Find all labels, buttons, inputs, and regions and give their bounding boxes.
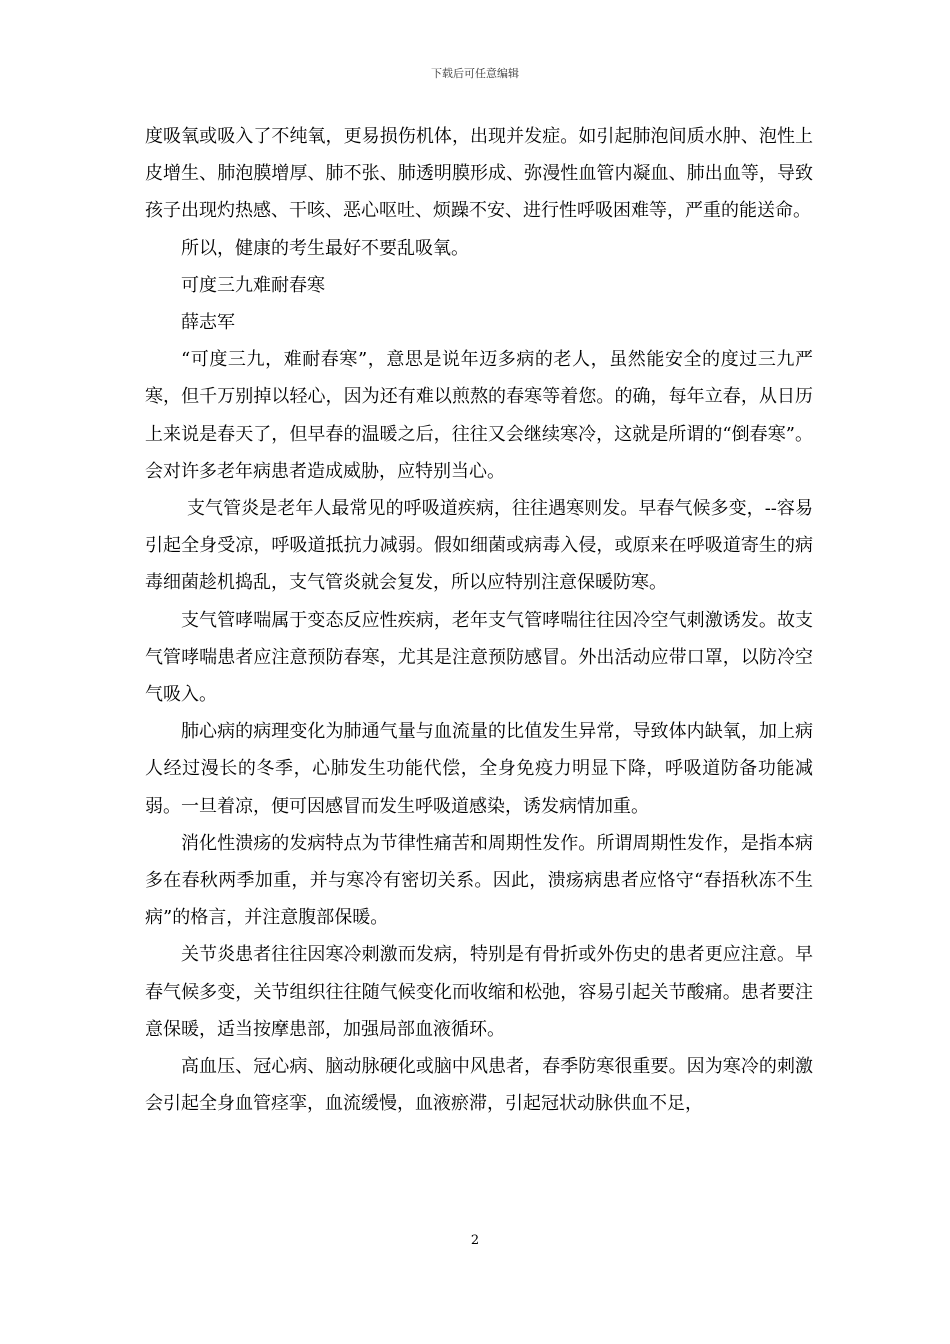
paragraph-peptic-ulcer: 消化性溃疡的发病特点为节律性痛苦和周期性发作。所谓周期性发作，是指本病多在春秋两季加重，并与寒冷有密切关系。因此，溃疡病患者应恪守“春捂秋冻不生病”的格言，并注意腹部保暖。 bbox=[145, 832, 813, 929]
page-number: 2 bbox=[470, 1233, 480, 1248]
paragraph-arthritis: 关节炎患者往往因寒冷刺激而发病，特别是有骨折或外伤史的患者更应注意。早春气候多变，关节组织往往随气候变化而收缩和松弛，容易引起关节酸痛。患者要注意保暖，适当按摩患部，加强局部血液循环。 bbox=[145, 944, 813, 1040]
paragraph-bronchitis: 支气管炎是老年人最常见的呼吸道疾病，往往遇寒则发。早春气候多变，--容易引起全身受凉，呼吸道抵抗力减弱。假如细菌或病毒入侵，或原来在呼吸道寄生的病毒细菌趁机捣乱，支气管炎就会复发，所以应特别注意保暖防寒。 bbox=[145, 498, 813, 594]
paragraph-intro: “可度三九，难耐春寒”，意思是说年迈多病的老人，虽然能安全的度过三九严寒，但千万别掉以轻心，因为还有难以煎熬的春寒等着您。的确，每年立春，从日历上来说是春天了，但早春的温暖之后，往往又会继续寒冷，这就是所谓的“倒春寒”。会对许多老年病患者造成威胁，应特别当心。 bbox=[145, 349, 813, 482]
page-header: 下载后可任意编辑 bbox=[431, 67, 519, 80]
paragraph-asthma: 支气管哮喘属于变态反应性疾病，老年支气管哮喘往往因冷空气刺激诱发。故支气管哮喘患者应注意预防春寒，尤其是注意预防感冒。外出活动应带口罩，以防冷空气吸入。 bbox=[145, 609, 813, 706]
article-author: 薛志军 bbox=[181, 312, 235, 334]
paragraph-hypertension: 高血压、冠心病、脑动脉硬化或脑中风患者，春季防寒很重要。因为寒冷的刺激会引起全身血管痉挛，血流缓慢，血液瘀滞，引起冠状动脉供血不足， bbox=[145, 1056, 813, 1115]
article-title: 可度三九难耐春寒 bbox=[181, 274, 325, 296]
paragraph-oxygen-continued: 度吸氧或吸入了不纯氧，更易损伤机体，出现并发症。如引起肺泡间质水肿、泡性上皮增生、肺泡膜增厚、肺不张、肺透明膜形成、弥漫性血管内凝血、肺出血等，导致孩子出现灼热感、干咳、恶心呕吐、烦躁不安、进行性呼吸困难等，严重的能送命。 bbox=[145, 126, 813, 222]
document-body bbox=[145, 118, 813, 1122]
paragraph-conclusion: 所以，健康的考生最好不要乱吸氧。 bbox=[181, 237, 469, 259]
paragraph-pulmonary-heart: 肺心病的病理变化为肺通气量与血流量的比值发生异常，导致体内缺氧，加上病人经过漫长的冬季，心肺发生功能代偿，全身免疫力明显下降，呼吸道防备功能减弱。一旦着凉，便可因感冒而发生呼吸道感染，诱发病情加重。 bbox=[145, 721, 813, 817]
